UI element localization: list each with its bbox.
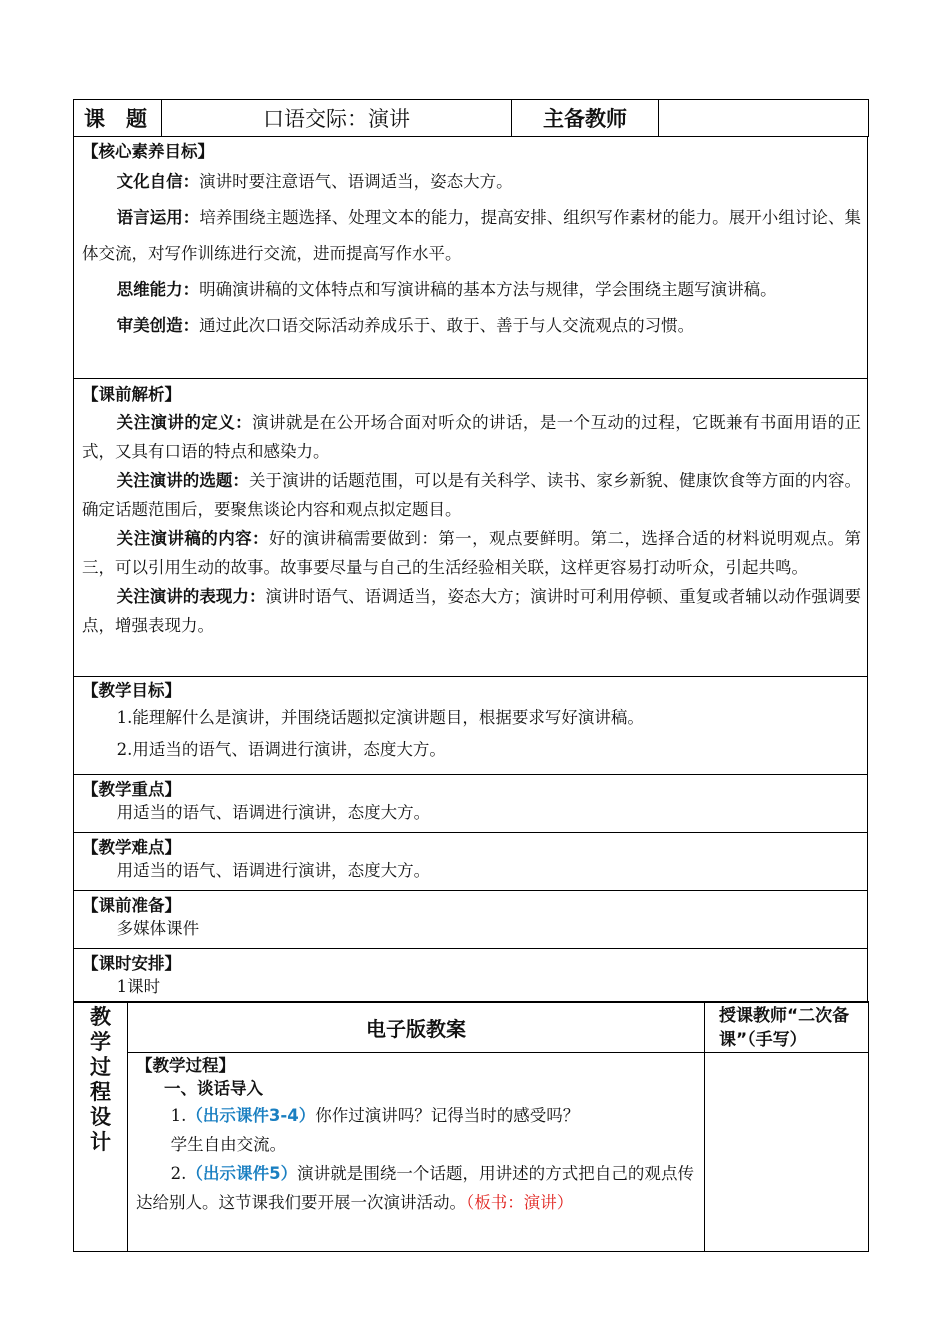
- topic-value: 口语交际：演讲: [162, 100, 512, 137]
- handwritten-notes-area[interactable]: [705, 1053, 869, 1252]
- key-section: [74, 774, 868, 832]
- schedule-section: [74, 948, 868, 1002]
- difficulty-text: 用适当的语气、语调进行演讲，态度大方。: [116, 860, 431, 880]
- key-text: 用适当的语气、语调进行演讲，态度大方。: [116, 802, 431, 822]
- schedule-title: 【课时安排】: [82, 953, 181, 973]
- preview-item: 关注演讲的定义：演讲就是在公开场合面对听众的讲话，是一个互动的过程，它既兼有书面用语的正式，又具有口语的特点和感染力。: [82, 412, 862, 461]
- difficulty-title: 【教学难点】: [82, 837, 181, 857]
- lesson-plan-sheet: [73, 99, 868, 1252]
- core-title: 【核心素养目标】: [82, 141, 214, 161]
- step1-title: 一、谈话导入: [164, 1079, 264, 1098]
- goal-item: 2.用适当的语气、语调进行演讲，态度大方。: [116, 739, 446, 759]
- design-side-label: 教 学 过 程 设 计: [74, 1002, 128, 1252]
- preview-item: 关注演讲的表现力：演讲时语气、语调适当，姿态大方；演讲时可利用停顿、重复或者辅以动作强调要点，增强表现力。: [82, 586, 862, 635]
- core-item: 思维能力：明确演讲稿的文体特点和写演讲稿的基本方法与规律，学会围绕主题写演讲稿。: [116, 279, 777, 299]
- difficulty-section: [74, 832, 868, 890]
- process-para-1b: 学生自由交流。: [170, 1135, 287, 1154]
- core-item: 语言运用：培养围绕主题选择、处理文本的能力，提高安排、组织写作素材的能力。展开小组讨论、集体交流，对写作训练进行交流，进而提高写作水平。: [82, 207, 862, 263]
- electronic-plan-header: 电子版教案: [128, 1002, 705, 1053]
- handwritten-plan-header: 授课教师“二次备课”（手写）: [705, 1002, 869, 1053]
- process-title: 【教学过程】: [136, 1056, 235, 1075]
- process-section: [128, 1053, 705, 1252]
- core-item: 审美创造：通过此次口语交际活动养成乐于、敢于、善于与人交流观点的习惯。: [116, 315, 695, 335]
- header-table: [73, 99, 869, 137]
- core-item: 文化自信：演讲时要注意语气、语调适当，姿态大方。: [116, 171, 513, 191]
- prep-text: 多媒体课件: [116, 918, 200, 938]
- teacher-value: [659, 100, 869, 137]
- preview-item: 关注演讲稿的内容：好的演讲稿需要做到：第一，观点要鲜明。第二，选择合适的材料说明观点。第三，可以引用生动的故事。故事要尽量与自己的生活经验相关联，这样更容易打动听众，引起共鸣。: [82, 528, 862, 577]
- design-table: [73, 1001, 869, 1252]
- goals-section: [74, 676, 868, 774]
- process-para-1: 1.（出示课件3-4）你作过演讲吗？记得当时的感受吗？: [170, 1106, 580, 1125]
- preview-title: 【课前解析】: [82, 384, 181, 404]
- prep-section: [74, 890, 868, 948]
- prep-title: 【课前准备】: [82, 895, 181, 915]
- preview-item: 关注演讲的选题：关于演讲的话题范围，可以是有关科学、读书、家乡新貌、健康饮食等方面的内容。确定话题范围后，要聚焦谈论内容和观点拟定题目。: [82, 470, 862, 519]
- goal-item: 1.能理解什么是演讲，并围绕话题拟定演讲题目，根据要求写好演讲稿。: [116, 707, 644, 727]
- preview-section: [74, 378, 868, 676]
- key-title: 【教学重点】: [82, 779, 181, 799]
- sections-table: [73, 136, 868, 1003]
- core-section: [74, 136, 868, 378]
- topic-label: 课 题: [74, 100, 162, 137]
- goals-title: 【教学目标】: [82, 680, 181, 700]
- process-para-2: 2.（出示课件5）演讲就是围绕一个话题，用讲述的方式把自己的观点传达给别人。这节课我们要开展一次演讲活动。（板书：演讲）: [136, 1164, 695, 1212]
- teacher-label: 主备教师: [512, 100, 659, 137]
- schedule-text: 1课时: [116, 976, 161, 996]
